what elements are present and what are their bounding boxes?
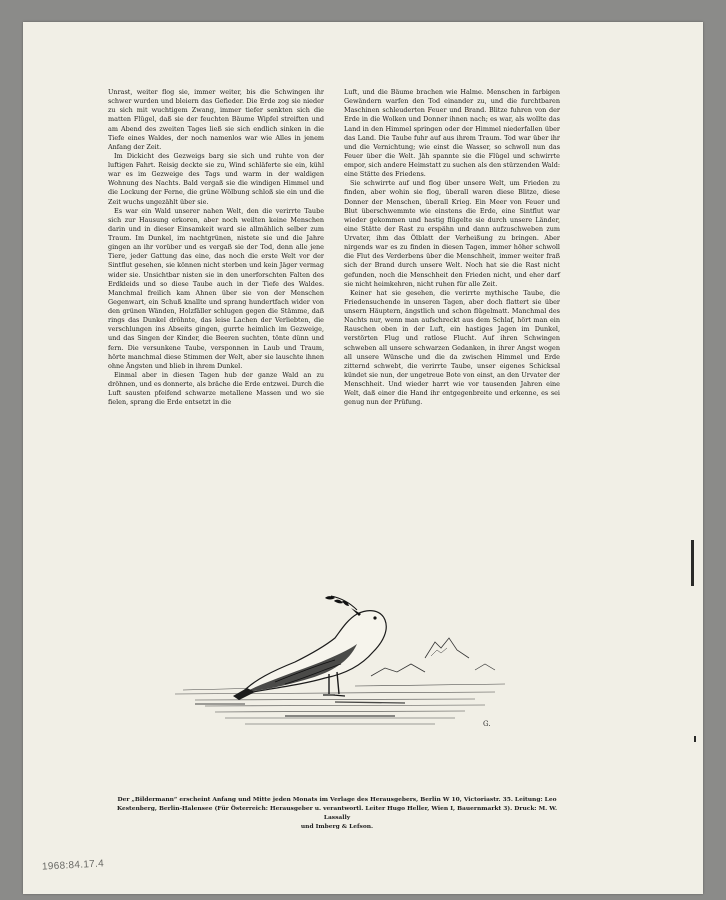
dove: [233, 596, 386, 700]
paragraph: Keiner hat sie gesehen, die verirrte mythische Taube, die Friedensuchende in unseren Tagen, aber doch flattert sie über unsern Häuptern, ängstlich und schon flügelmatt. Manchmal des Nachts nur, wenn man aufschreckt aus dem Schlaf, hört man ein Rauschen oben in der Luft, ein hastiges Jagen im Dunkel, verstörten Flug und ratlose Flucht. Auf ihren Schwingen schweben all unsere schwarzen Gedanken, in ihrer Angst wogen all unsere Wünsche und die da zwischen Himmel und Erde zitternd schwebt, die verirrte Taube, unser eigenes Schicksal kündet sie nun, der ungetreue Bote von einst, an den Urvater der Menschheit. Und wieder harrt wie vor tausenden Jahren eine Welt, daß einer die Hand ihr entgegenbreite und erkenne, es sei genug nun der Prüfung.: [344, 288, 560, 407]
ground-hatching: [175, 684, 505, 724]
paragraph: Unrast, weiter flog sie, immer weiter, bis die Schwingen ihr schwer wurden und bleiern das Gefieder. Die Erde zog sie nieder zu sich mit wuchtigem Zwang, immer tiefer senkten sich die matten Flügel, daß sie der feuchten Bäume Wipfel streiften und am Abend des zweiten Tages ließ sie sich endlich sinken in die Tiefe eines Waldes, der noch namenlos war wie Alles in jenem Anfang der Zeit.: [108, 88, 324, 151]
paragraph: Im Dickicht des Gezweigs barg sie sich und ruhte von der luftigen Fahrt. Reisig deckte sie zu, Wind schläferte sie ein, kühl war es im Gezweige des Tags und warm in der waldigen Wohnung des Nachts. Bald vergaß sie die windigen Himmel und die Lockung der Ferne, die grüne Wölbung schloß sie ein und die Zeit wuchs ungezählt über sie.: [108, 151, 324, 206]
imprint-line-1: Der „Bildermann“ erscheint Anfang und Mitte jeden Monats im Verlage des Herausgebers, Berlin W 10, Victoriastr. 35. Leitung: Leo Kestenberg, Berlin-Halensee (Für Österreich: Herausgeber u. verantwortl. Leiter Hugo Heller, Wien I, Bauernmarkt 3). Druck: M. W. Lassally: [116, 796, 558, 821]
publisher-imprint: [107, 795, 567, 831]
page-edge-mark: [691, 540, 694, 586]
text-column-left: [108, 88, 324, 407]
mountains: [371, 638, 495, 676]
imprint-line-2: und Imberg & Lefson.: [300, 823, 374, 830]
paragraph: Sie schwirrte auf und flog über unsere Welt, um Frieden zu finden, aber wohin sie flog, überall waren diese Blitze, diese Donner der Menschen, überall Krieg. Ein Meer von Feuer und Blut überschwemmte wie einstens die Erde, eine Sintflut war wieder gekommen und hastig flügelte sie durch unsere Länder, eine Stätte der Rast zu erspähn und dann aufzuschweben zum Urvater, ihm das Ölblatt der Verheißung zu bringen. Aber nirgends war es zu finden in diesen Tagen, immer höher schwoll die Flut des Verderbens über die Menschheit, immer weiter fraß sich der Brand durch unsere Welt. Noch hat sie die Rast nicht gefunden, noch die Menschheit den Frieden nicht, und eher darf sie nicht heimkehren, nicht ruhen für alle Zeit.: [344, 179, 560, 288]
paragraph: Einmal aber in diesen Tagen hub der ganze Wald an zu dröhnen, und es donnerte, als bräche die Erde entzwei. Durch die Luft sausten pfeifend schwarze metallene Massen und wo sie fielen, sprang die Erde entsetzt in die: [108, 370, 324, 407]
illustration-signature: G.: [483, 720, 491, 728]
paragraph: Luft, und die Bäume brachen wie Halme. Menschen in farbigen Gewändern warfen den Tod einander zu, und die furchtbaren Maschinen schleuderten Feuer und Brand. Blitze fuhren von der Erde in die Wolken und Donner ihnen nach; es war, als wollte das Land in den Himmel springen oder der Himmel niederfallen über das Land. Die Taube fuhr auf aus ihrem Traum. Tod war über ihr und die Vernichtung; wie einst die Wasser, so schwoll nun das Feuer über die Welt. Jäh spannte sie die Flügel und schwirrte empor, sich andere Heimstatt zu suchen als den stürzenden Wald: eine Stätte des Friedens.: [344, 88, 560, 179]
paragraph: Es war ein Wald unserer nahen Welt, den die verirrte Taube sich zur Hausung erkoren, aber noch weilten keine Menschen darin und in dieser Einsamkeit ward sie allmählich selber zum Traum. Im Dunkel, im nachtgrünen, nistete sie und die Jahre gingen an ihr vorüber und es vergaß sie der Tod, denn alle jene Tiere, jeder Gattung das eine, das noch die erste Welt vor der Sintflut gesehen, sie können nicht sterben und kein Jäger vermag wider sie. Unsichtbar nisten sie in den unerforschten Falten des Erdkleids und so diese Taube auch in der Tiefe des Waldes. Manchmal freilich kam Ahnen über sie von der Menschen Gegenwart, ein Schuß knallte und sprang hundertfach wider von den grünen Wänden, Holzfäller schlugen gegen die Stämme, daß rings das Dunkel dröhnte, das leise Lachen der Verliebten, die verschlungen ins Abseits gingen, gurrte heimlich im Gezweige, und das Singen der Kinder, die Beeren suchten, tönte dünn und fern. Die versunkene Taube, versponnen in Laub und Traum, hörte manchmal diese Stimmen der Welt, aber sie lauschte ihnen ohne Ängsten und blieb in ihrem Dunkel.: [108, 206, 324, 370]
dove-illustration: [135, 558, 515, 733]
text-column-right: [344, 88, 560, 407]
archive-accession-number: 1968:84.17.4: [41, 858, 105, 873]
page-edge-mark-small: [694, 736, 696, 742]
page-sheet: [23, 22, 703, 894]
